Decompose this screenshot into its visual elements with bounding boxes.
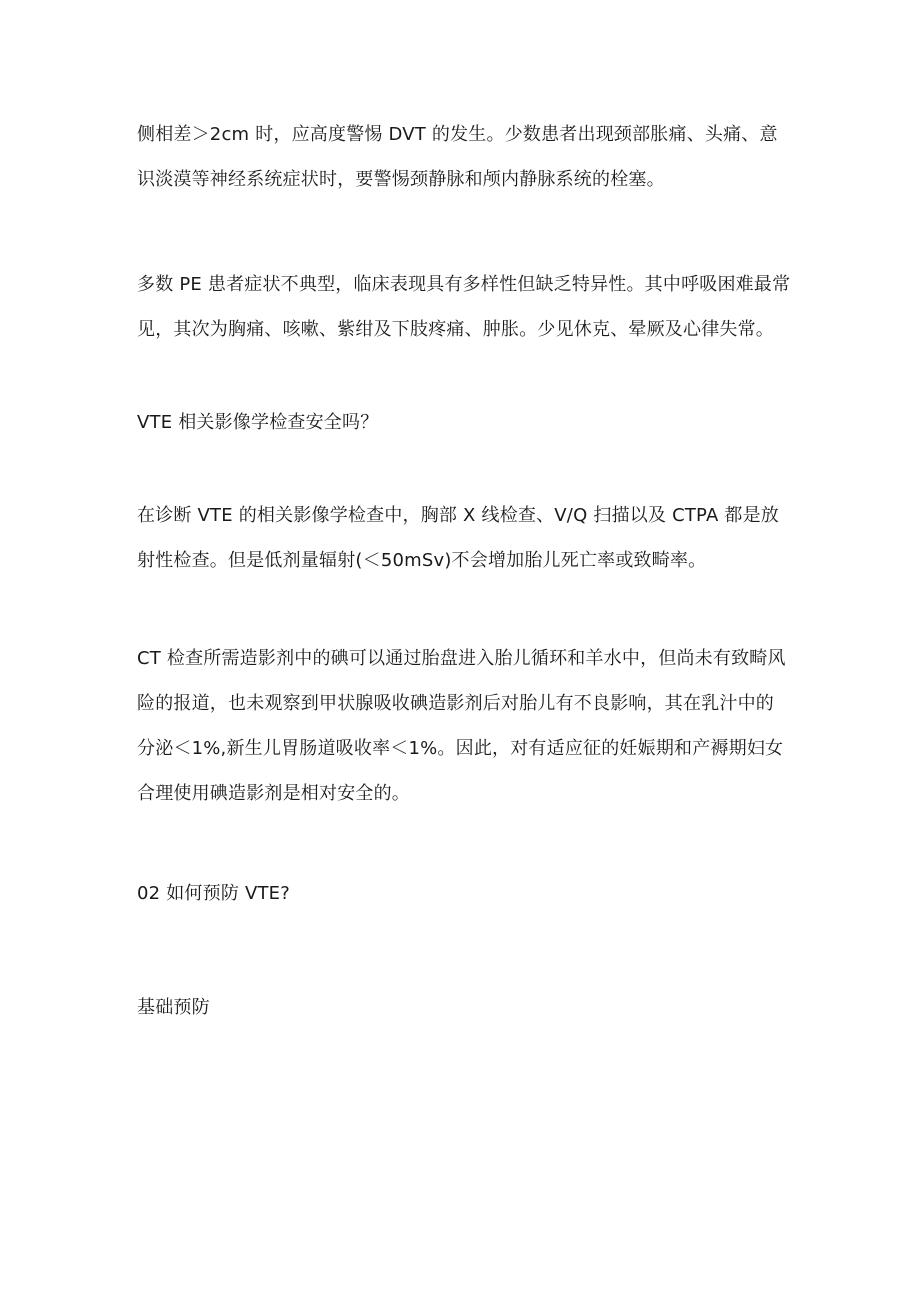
text-line: 多数 PE 患者症状不典型，临床表现具有多样性但缺乏特异性。其中呼吸困难最常 [137, 274, 791, 295]
paragraph-contrast-agent [137, 636, 797, 816]
text-line: 合理使用碘造影剂是相对安全的。 [137, 783, 410, 804]
text-line: 分泌＜1%,新生儿胃肠道吸收率＜1%。因此，对有适应征的妊娠期和产褥期妇女 [137, 738, 784, 759]
paragraph-dvt-signs [137, 112, 797, 202]
text-line: 识淡漠等神经系统症状时，要警惕颈静脉和颅内静脉系统的栓塞。 [137, 169, 665, 190]
paragraph-radiation [137, 493, 797, 583]
text-line: 射性检查。但是低剂量辐射(＜50mSv)不会增加胎儿死亡率或致畸率。 [137, 550, 707, 571]
paragraph-pe-symptoms [137, 262, 797, 352]
text-line: CT 检查所需造影剂中的碘可以通过胎盘进入胎儿循环和羊水中，但尚未有致畸风 [137, 648, 786, 669]
heading-basic-prevention [137, 985, 797, 1030]
text-line: VTE 相关影像学检查安全吗？ [137, 412, 379, 433]
text-line: 见，其次为胸痛、咳嗽、紫绀及下肢疼痛、肿胀。少见休克、晕厥及心律失常。 [137, 319, 774, 340]
heading-prevention [137, 871, 797, 916]
text-line: 险的报道，也未观察到甲状腺吸收碘造影剂后对胎儿有不良影响，其在乳汁中的 [137, 693, 774, 714]
text-line: 基础预防 [137, 997, 210, 1018]
text-line: 在诊断 VTE 的相关影像学检查中，胸部 X 线检查、V/Q 扫描以及 CTPA 都是放 [137, 505, 779, 526]
heading-imaging-safety [137, 400, 797, 445]
text-line: 02 如何预防 VTE? [137, 883, 290, 904]
text-line: 侧相差＞2cm 时，应高度警惕 DVT 的发生。少数患者出现颈部胀痛、头痛、意 [137, 124, 778, 145]
